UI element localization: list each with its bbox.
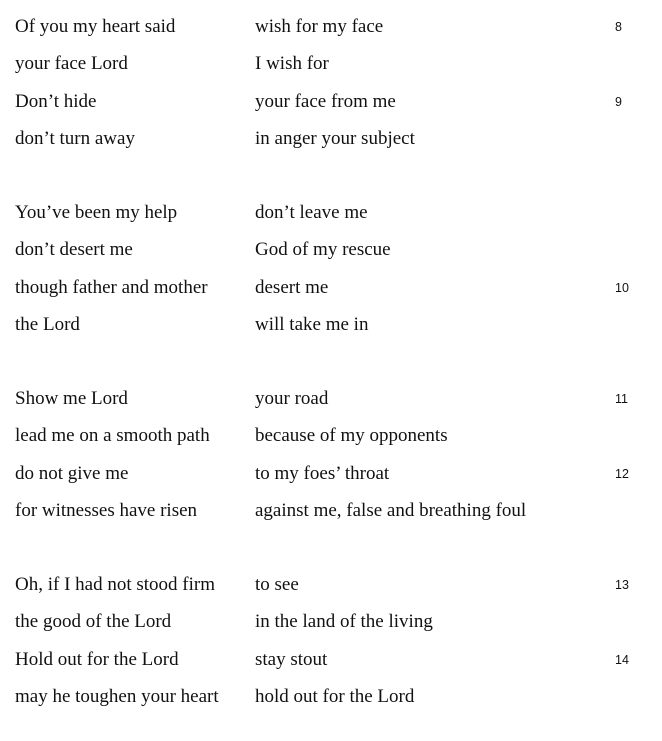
line-first-half: You’ve been my help: [15, 202, 178, 223]
poem-line: [0, 127, 662, 164]
line-second-half: your face from me: [255, 90, 396, 112]
line-second-half: in the land of the living: [255, 611, 433, 633]
verse-number: 12: [615, 466, 629, 481]
verse-number: 11: [615, 392, 628, 406]
line-second-half: your road: [255, 388, 329, 409]
line-second-half: against me, false and breathing foul: [255, 499, 527, 521]
line-second-half: hold out for the Lord: [255, 685, 415, 707]
line-first-half: the Lord: [15, 313, 80, 335]
line-first-half: your face Lord: [15, 53, 128, 75]
stanza: [0, 573, 662, 722]
line-first-half: don’t turn away: [15, 127, 135, 149]
poem-line: [0, 499, 662, 536]
poem-line: [0, 573, 662, 610]
poem-line: [0, 462, 662, 499]
stanza: [0, 15, 662, 164]
stanza: [0, 201, 662, 350]
line-first-half: Oh, if I had not stood firm: [15, 574, 216, 595]
line-second-half: because of my opponents: [255, 425, 448, 447]
line-first-half: Show me Lord: [15, 388, 128, 409]
line-first-half: Hold out for the Lord: [15, 648, 179, 670]
poem-line: [0, 424, 662, 461]
line-first-half: for witnesses have risen: [15, 499, 198, 521]
poem-line: [0, 610, 662, 647]
line-second-half: in anger your subject: [255, 127, 415, 149]
poem-line: [0, 90, 662, 127]
line-second-half: will take me in: [255, 313, 369, 335]
poem-line: [0, 276, 662, 313]
verse-number: 10: [615, 280, 629, 295]
line-first-half: the good of the Lord: [15, 611, 172, 633]
poem-line: [0, 201, 662, 238]
line-first-half: do not give me: [15, 462, 129, 484]
poem-line: [0, 52, 662, 89]
verse-number: 14: [615, 652, 629, 667]
poem-line: [0, 648, 662, 685]
line-second-half: to my foes’ throat: [255, 462, 390, 484]
verse-number: 8: [615, 20, 622, 34]
line-first-half: Don’t hide: [15, 90, 97, 112]
line-second-half: wish for my face: [255, 16, 384, 37]
poem-line: [0, 238, 662, 275]
line-second-half: desert me: [255, 276, 329, 298]
line-second-half: stay stout: [255, 648, 328, 670]
poem-line: [0, 15, 662, 52]
stanza: [0, 387, 662, 536]
line-first-half: though father and mother: [15, 276, 208, 298]
line-second-half: I wish for: [255, 53, 329, 75]
line-first-half: may he toughen your heart: [15, 685, 219, 707]
verse-number: 9: [615, 94, 622, 109]
poem-line: [0, 313, 662, 350]
poem-line: [0, 685, 662, 722]
line-second-half: God of my rescue: [255, 239, 391, 261]
line-second-half: don’t leave me: [255, 202, 368, 223]
poem-line: [0, 387, 662, 424]
line-first-half: don’t desert me: [15, 239, 133, 261]
line-second-half: to see: [255, 574, 299, 595]
line-first-half: lead me on a smooth path: [15, 425, 210, 447]
line-first-half: Of you my heart said: [15, 16, 176, 37]
verse-number: 13: [615, 578, 629, 592]
